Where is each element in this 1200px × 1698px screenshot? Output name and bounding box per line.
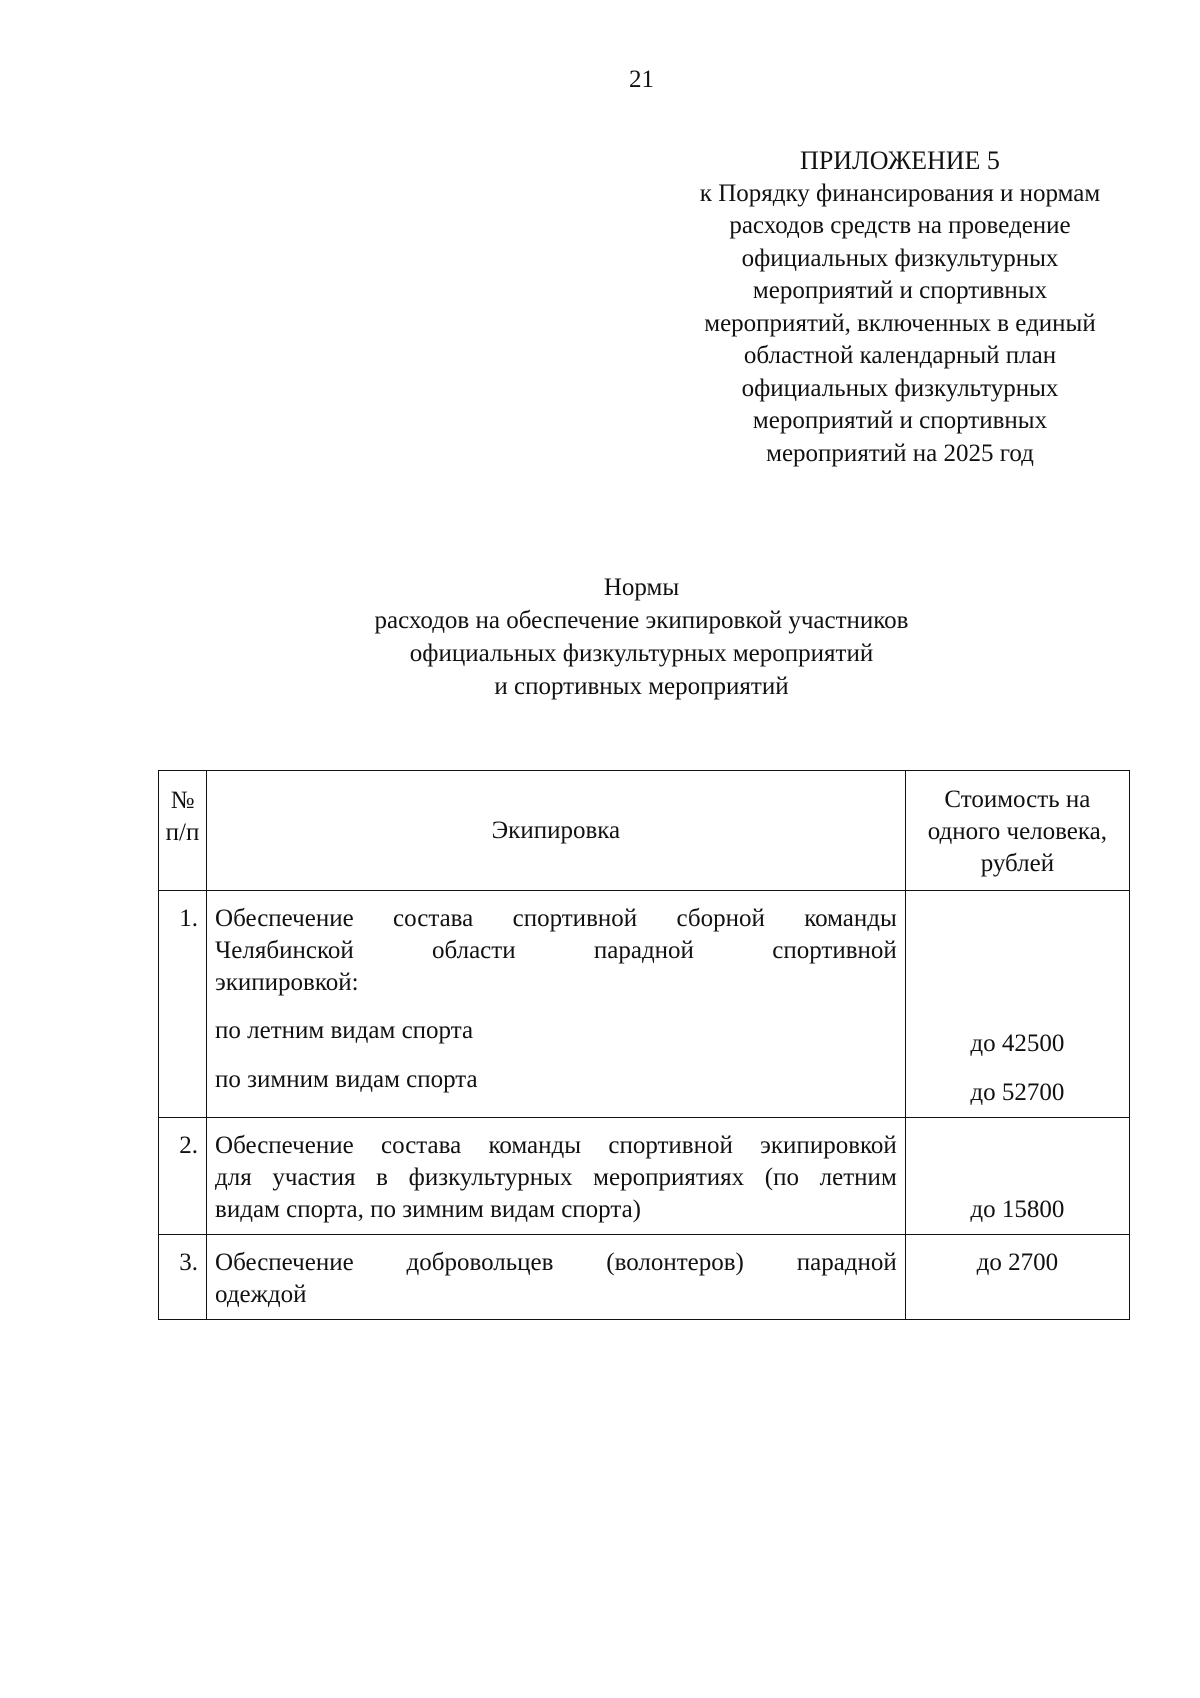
row-cost bbox=[905, 1118, 1129, 1235]
row-description bbox=[207, 1235, 906, 1320]
sub-item-summer: по летним видам спорта bbox=[215, 1017, 474, 1044]
row-number: 1. bbox=[159, 891, 207, 1118]
row-number: 2. bbox=[159, 1118, 207, 1235]
appendix-line: областной календарный план bbox=[743, 342, 1057, 369]
header-number-symbol: № bbox=[170, 787, 195, 814]
description-line: Обеспечение состава команды спортивной экипировкой bbox=[215, 1132, 897, 1159]
appendix-line: официальных физкультурных bbox=[741, 244, 1059, 272]
title-line: и спортивных мероприятий bbox=[494, 673, 789, 700]
row-description bbox=[207, 1118, 906, 1235]
cost-value: до 15800 bbox=[970, 1196, 1065, 1223]
appendix-line: мероприятий, включенных в единый bbox=[704, 309, 1096, 337]
appendix-line: мероприятий и спортивных bbox=[752, 407, 1048, 434]
title-line: расходов на обеспечение экипировкой участников bbox=[374, 607, 909, 634]
header-equipment: Экипировка bbox=[207, 771, 906, 891]
description-line: для участия в физкультурных мероприятиях (по летним bbox=[215, 1164, 897, 1191]
appendix-block bbox=[660, 145, 1140, 470]
description-line: Обеспечение добровольцев (волонтеров) парадной bbox=[215, 1249, 897, 1276]
row-number: 3. bbox=[159, 1235, 207, 1320]
cost-winter: до 52700 bbox=[970, 1079, 1065, 1106]
norms-table bbox=[158, 770, 1130, 1320]
header-number-abbr: п/п bbox=[165, 819, 200, 846]
header-number bbox=[159, 771, 207, 891]
description-line: одеждой bbox=[215, 1281, 307, 1308]
description-line: экипировкой: bbox=[215, 969, 359, 996]
header-cost bbox=[905, 771, 1129, 891]
row-cost bbox=[905, 891, 1129, 1118]
header-cost-line: Стоимость на bbox=[944, 786, 1091, 813]
document-title bbox=[0, 571, 1200, 703]
appendix-title: ПРИЛОЖЕНИЕ 5 bbox=[800, 146, 1000, 175]
appendix-line: мероприятий и спортивных bbox=[752, 277, 1048, 304]
row-cost bbox=[905, 1235, 1129, 1320]
cost-summer: до 42500 bbox=[970, 1030, 1065, 1057]
description-line: Челябинской области парадной спортивной bbox=[215, 937, 897, 964]
page-number: 21 bbox=[629, 66, 654, 93]
description-line: Обеспечение состава спортивной сборной команды bbox=[215, 905, 897, 932]
appendix-line: к Порядку финансирования и нормам bbox=[699, 179, 1101, 207]
table-row bbox=[159, 1235, 1130, 1320]
title-line: официальных физкультурных мероприятий bbox=[409, 640, 874, 667]
sub-item-winter: по зимним видам спорта bbox=[215, 1066, 478, 1093]
appendix-line: мероприятий на 2025 год bbox=[766, 439, 1034, 467]
row-description bbox=[207, 891, 906, 1118]
appendix-line: официальных физкультурных bbox=[741, 374, 1059, 402]
table-header-row bbox=[159, 771, 1130, 891]
table-row bbox=[159, 891, 1130, 1118]
header-cost-line: рублей bbox=[980, 850, 1055, 877]
title-line: Нормы bbox=[603, 574, 680, 601]
header-cost-line: одного человека, bbox=[927, 818, 1108, 845]
appendix-line: расходов средств на проведение bbox=[729, 212, 1071, 239]
table-row bbox=[159, 1118, 1130, 1235]
description-line: видам спорта, по зимним видам спорта) bbox=[215, 1196, 641, 1223]
cost-value: до 2700 bbox=[976, 1249, 1059, 1276]
